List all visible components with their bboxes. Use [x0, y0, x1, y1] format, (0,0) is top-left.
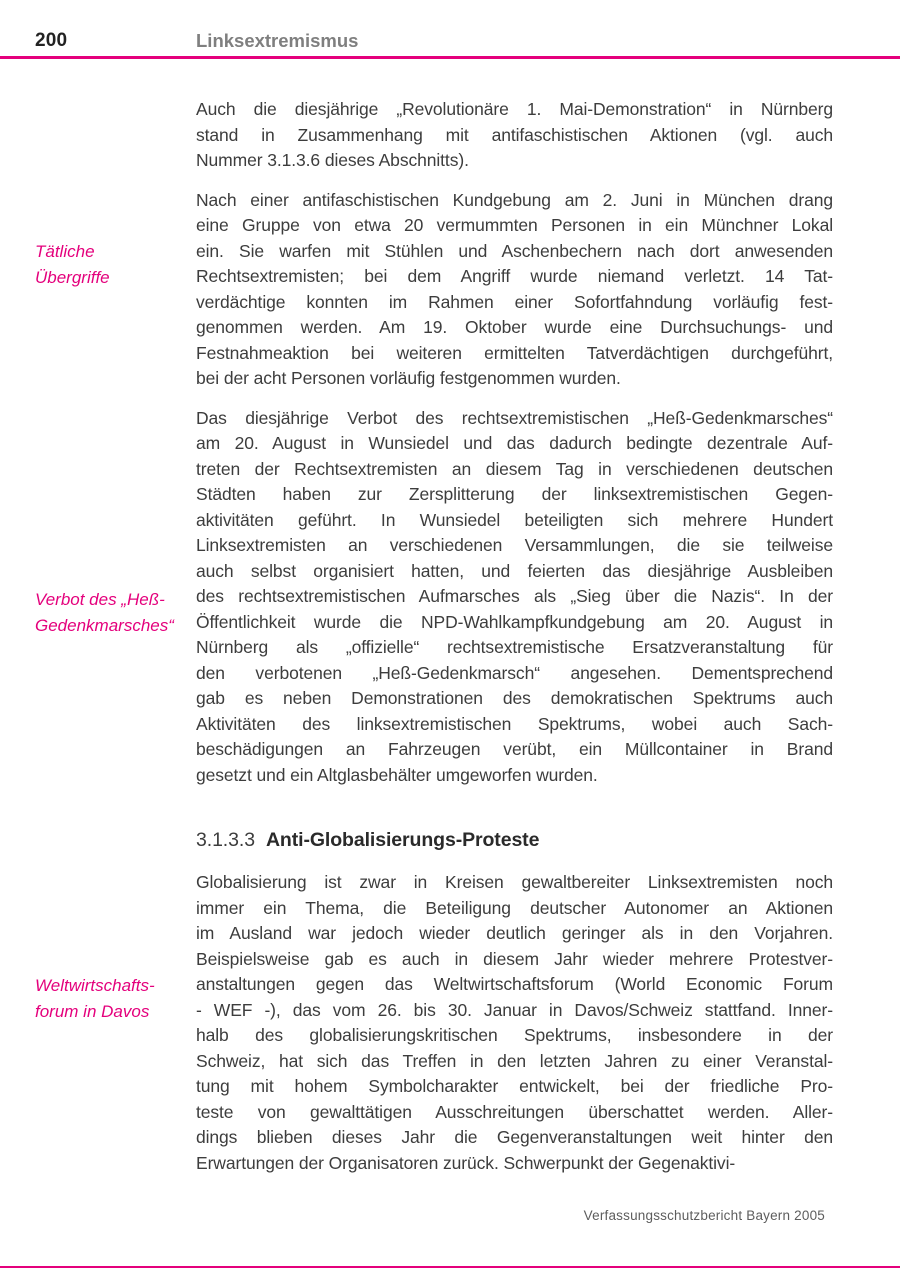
header-rule [0, 56, 900, 59]
footer-rule [0, 1266, 900, 1268]
paragraph-mai-demonstration: Auch die diesjährige „Revolutionäre 1. Mai-Demonstration“ in Nürnberg stand in Zusammenhang mit antifaschistischen Aktionen (vgl. auch Nummer 3.1.3.6 dieses Abschnitts). [196, 99, 833, 170]
margin-note-weltwirtschaftsforum-davos: Weltwirtschafts- forum in Davos [35, 976, 155, 1021]
section-heading [196, 826, 833, 854]
section-heading-title: Anti-Globalisierungs-Proteste [265, 829, 540, 851]
chapter-title: Linksextremismus [196, 30, 359, 51]
footer-report-title: Verfassungsschutzbericht Bayern 2005 [583, 1208, 825, 1223]
section-heading-number: 3.1.3.3 [196, 829, 255, 851]
body-column [196, 97, 833, 1190]
margin-note-verbot-hess-gedenkmarsch: Verbot des „Heß- Gedenkmarsches“ [35, 590, 174, 635]
paragraph-hess-gedenkmarsch: Das diesjährige Verbot des rechtsextremistischen „Heß-Gedenkmarsches“ am 20. August in Wunsiedel und das dadurch bedingte dezentrale Auf- treten der Rechtsextremisten an diesem Tag in verschiedenen deutschen Städten haben zur Zersplitterung der linksextremistischen Gegen- aktivitäten geführt. In Wunsiedel beteiligten sich mehrere Hundert Linksextremisten an verschiedenen Versammlungen, die sie teilweise auch selbst organisiert hatten, und feierten das diesjährige Ausbleiben des rechtsextremistischen Aufmarsches als „Sieg über die Nazis“. In der Öffentlichkeit wurde die NPD-Wahlkampfkundgebung am 20. August in Nürnberg als „offizielle“ rechtsextremistische Ersatzveranstaltung für den verbotenen „Heß-Gedenkmarsch“ angesehen. Dementsprechend gab es neben Demonstrationen des demokratischen Spektrums auch Aktivitäten des linksextremistischen Spektrums, wobei auch Sach- beschädigungen an Fahrzeugen verübt, ein Müllcontainer in Brand gesetzt und ein Altglasbehälter umgeworfen wurden. [196, 407, 833, 785]
paragraph-globalisierung: Globalisierung ist zwar in Kreisen gewaltbereiter Linksextremisten noch immer ein Thema, die Beteiligung deutscher Autonomer an Aktionen im Ausland war jedoch wieder deutlich geringer als in den Vorjahren. Beispielsweise gab es auch in diesem Jahr wieder mehrere Protestver- anstaltungen gegen das Weltwirtschaftsforum (World Economic Forum - WEF -), das vom 26. bis 30. Januar in Davos/Schweiz stattfand. Inner- halb des globalisierungskritischen Spektrums, insbesondere in der Schweiz, hat sich das Treffen in den letzten Jahren zu einer Veranstal- tung mit hohem Symbolcharakter entwickelt, bei der friedliche Pro- teste von gewalttätigen Ausschreitungen überschattet werden. Aller- dings blieben dieses Jahr die Gegenveranstaltungen weit hinter den Erwartungen der Organisatoren zurück. Schwerpunkt der Gegenaktivi- [196, 872, 833, 1173]
paragraph-kundgebung-muenchen: Nach einer antifaschistischen Kundgebung am 2. Juni in München drang eine Gruppe von etwa 20 vermummten Personen in ein Münchner Lokal ein. Sie warfen mit Stühlen und Aschenbechern nach dort anwesenden Rechtsextremisten; bei dem Angriff wurde niemand verletzt. 14 Tat- verdächtige konnten im Rahmen einer Sofortfahndung vorläufig fest- genommen werden. Am 19. Oktober wurde eine Durchsuchungs- und Festnahmeaktion bei weiteren ermittelten Tatverdächtigen durchgeführt, bei der acht Personen vorläufig festgenommen wurden. [196, 189, 833, 388]
page-number: 200 [35, 30, 68, 51]
margin-note-taetliche-uebergriffe: Tätliche Übergriffe [35, 242, 110, 287]
